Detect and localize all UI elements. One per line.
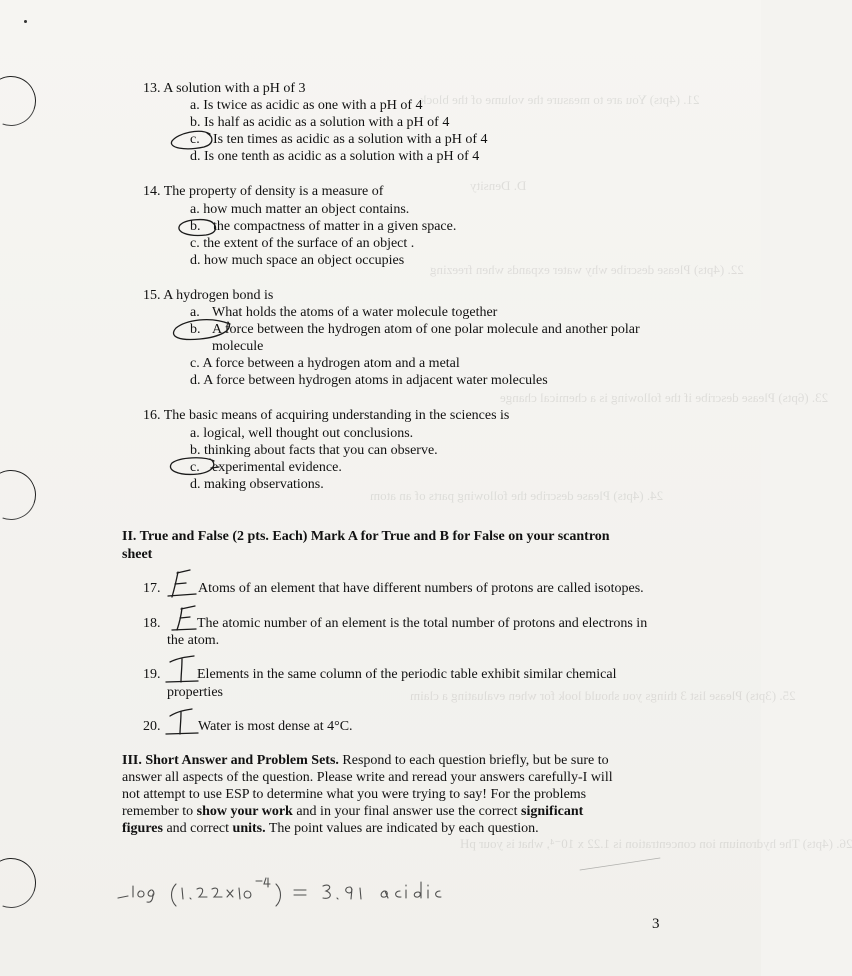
punch-hole-middle <box>0 462 44 528</box>
question-15-option-b: A force between the hydrogen atom of one polar molecule and another polar <box>212 322 640 337</box>
question-14-option-b-letter: b. <box>190 219 201 234</box>
tf-18-number: 18. <box>143 616 161 631</box>
question-14-option-d: d. how much space an object occupies <box>190 253 405 268</box>
page-number: 3 <box>652 916 660 932</box>
tf-answer-19-text <box>8 960 9 961</box>
section-2-heading-continued: sheet <box>122 547 153 562</box>
tf-20-handwritten-answer <box>166 709 198 734</box>
tf-17-statement: Atoms of an element that have different numbers of protons are called isotopes. <box>198 581 644 596</box>
tf-19-handwritten-answer <box>166 656 198 682</box>
tf-19-statement: Elements in the same column of the periodic table exhibit similar chemical <box>197 667 617 682</box>
question-13-option-a: a. Is twice as acidic as one with a pH of 4 <box>190 98 423 113</box>
punch-hole-top <box>0 68 44 134</box>
bleed-through-text: 22. (4pts) Please describe why water expands when freezing <box>430 262 744 277</box>
question-14-option-a: a. how much matter an object contains. <box>190 202 410 217</box>
question-14-option-b: the compactness of matter in a given space. <box>213 219 457 234</box>
tf-18-statement-continued: the atom. <box>167 633 220 648</box>
question-15-option-b-letter: b. <box>190 322 201 337</box>
section-3-emphasis: significant <box>521 804 584 819</box>
punch-hole-bottom <box>0 850 44 916</box>
bleed-through-text: 21. (4pts) You are to measure the volume of the block <box>420 92 700 107</box>
section-3-text: remember to <box>122 804 197 819</box>
question-13-stem: 13. A solution with a pH of 3 <box>143 81 306 96</box>
section-3-line-2: answer all aspects of the question. Please write and reread your answers carefully-I will <box>122 770 613 785</box>
question-13-option-d: d. Is one tenth as acidic as a solution with a pH of 4 <box>190 149 480 164</box>
tf-answer-17-text <box>0 960 1 961</box>
question-13-option-c: Is ten times as acidic as a solution with a pH of 4 <box>213 132 488 147</box>
question-13-option-c-letter: c. <box>190 132 200 147</box>
question-16-option-c-letter: c. <box>190 460 200 475</box>
bleed-through-text: 26. (4pts) The hydronium ion concentration is 1.22 x 10⁻⁴, what is your pH <box>460 836 852 851</box>
section-3-line-3: not attempt to use ESP to determine what you were trying to say! For the problems <box>122 787 587 802</box>
section-3-line-1 <box>122 752 609 769</box>
section-3-line-5 <box>122 820 539 837</box>
question-16-option-a: a. logical, well thought out conclusions. <box>190 426 414 441</box>
section-3-text: The point values are indicated by each question. <box>265 821 539 836</box>
question-13-option-b: b. Is half as acidic as a solution with a pH of 4 <box>190 115 450 130</box>
bleed-through-text: 24. (4pts) Please describe the following parts of an atom <box>370 488 664 503</box>
question-15-option-d: d. A force between hydrogen atoms in adjacent water molecules <box>190 373 548 388</box>
section-3-emphasis: units. <box>232 821 266 836</box>
section-3-emphasis: figures <box>122 821 163 836</box>
question-16-option-d: d. making observations. <box>190 477 324 492</box>
question-16-stem: 16. The basic means of acquiring understanding in the sciences is <box>143 408 510 423</box>
tf-17-number: 17. <box>143 581 161 596</box>
section-3-line-4 <box>122 803 583 820</box>
tf-answer-20-text <box>12 960 13 961</box>
bleed-through-text: 23. (6pts) Please describe if the following is a chemical change <box>500 390 829 405</box>
question-15-option-a: What holds the atoms of a water molecule together <box>212 305 498 320</box>
tf-18-handwritten-answer <box>172 606 196 630</box>
bleed-through-text: D. Density <box>470 178 527 193</box>
question-15-stem: 15. A hydrogen bond is <box>143 288 274 303</box>
section-3-text: and in your final answer use the correct <box>292 804 522 819</box>
tf-18-statement: The atomic number of an element is the total number of protons and electrons in <box>197 616 648 631</box>
bleed-through-text: 25. (3pts) Please list 3 things you should look for when evaluating a claim <box>410 688 796 703</box>
tf-19-number: 19. <box>143 667 161 682</box>
question-15-option-c: c. A force between a hydrogen atom and a metal <box>190 356 460 371</box>
question-14-stem: 14. The property of density is a measure of <box>143 184 384 199</box>
question-15-option-a-letter: a. <box>190 305 200 320</box>
question-16-option-b: b. thinking about facts that you can observe. <box>190 443 438 458</box>
scan-speck <box>24 20 27 23</box>
question-15-option-b-continued: molecule <box>212 339 264 354</box>
section-3-text: Respond to each question briefly, but be sure to <box>338 753 609 768</box>
tf-20-statement: Water is most dense at 4°C. <box>198 719 353 734</box>
question-16-option-c: experimental evidence. <box>212 460 342 475</box>
tf-20-number: 20. <box>143 719 161 734</box>
section-3-text: and correct <box>162 821 233 836</box>
section-3-title: III. Short Answer and Problem Sets. <box>122 753 339 768</box>
tf-answer-18-text <box>4 960 5 961</box>
handwritten-answer-text <box>122 940 134 941</box>
question-14-option-c: c. the extent of the surface of an object . <box>190 236 415 251</box>
section-3-emphasis: show your work <box>196 804 293 819</box>
section-2-heading: II. True and False (2 pts. Each) Mark A for True and B for False on your scantron <box>122 529 610 544</box>
tf-17-handwritten-answer <box>168 570 196 597</box>
tf-19-statement-continued: properties <box>167 685 223 700</box>
handwritten-calculation <box>118 878 441 906</box>
